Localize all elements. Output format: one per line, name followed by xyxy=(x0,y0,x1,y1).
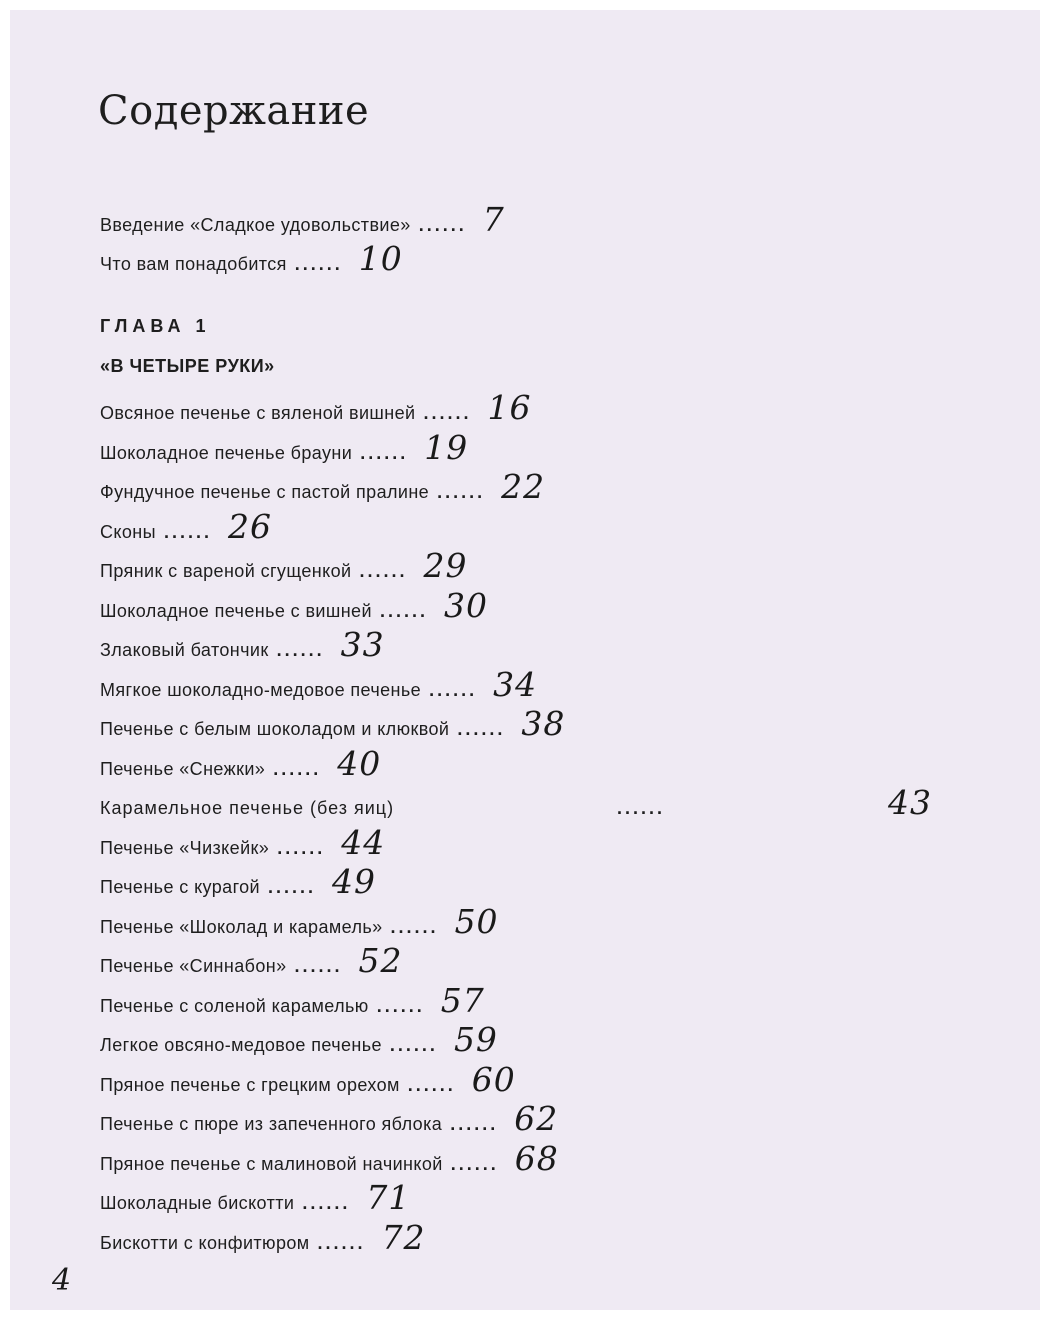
toc-entry xyxy=(100,467,545,507)
toc-dot-leader: ...... xyxy=(450,1154,499,1174)
toc-entry-label: Пряник с вареной сгущенкой xyxy=(100,561,352,581)
toc-entry-label: Печенье «Шоколад и карамель» xyxy=(100,917,383,937)
toc-dot-leader: ...... xyxy=(390,917,439,937)
toc-entry-label: Шоколадное печенье с вишней xyxy=(100,601,372,621)
toc-page-number: 7 xyxy=(482,200,505,239)
toc-page-number: 34 xyxy=(493,665,538,704)
toc-entry-label: Что вам понадобится xyxy=(100,254,287,274)
toc-entry-label: Печенье с белым шоколадом и клюквой xyxy=(100,719,450,739)
toc-dot-leader: ...... xyxy=(389,1035,438,1055)
toc-dot-leader: ...... xyxy=(294,254,343,274)
toc-dot-leader: ...... xyxy=(277,838,326,858)
toc-entry xyxy=(100,546,467,586)
toc-entry xyxy=(100,783,932,823)
toc-entry-label: Легкое овсяно-медовое печенье xyxy=(100,1035,382,1055)
toc-entry-label: Пряное печенье с грецким орехом xyxy=(100,1075,400,1095)
toc-entry-label: Печенье «Синнабон» xyxy=(100,956,287,976)
toc-dot-leader: ...... xyxy=(360,443,409,463)
toc-entry-label: Печенье «Снежки» xyxy=(100,759,266,779)
toc-dot-leader: ...... xyxy=(437,482,486,502)
toc-entry-label: Фундучное печенье с пастой пралине xyxy=(100,482,430,502)
toc-page-number: 62 xyxy=(514,1099,559,1138)
toc-page-number: 59 xyxy=(453,1020,498,1059)
toc-entry xyxy=(100,1099,558,1139)
toc-dot-leader: ...... xyxy=(423,403,472,423)
toc-page-number: 60 xyxy=(471,1060,516,1099)
toc-page-number: 43 xyxy=(888,783,932,822)
toc-page-number: 33 xyxy=(340,625,385,664)
toc-entry-label: Печенье «Чизкейк» xyxy=(100,838,270,858)
toc-entry-label: Печенье с курагой xyxy=(100,877,261,897)
toc-entry xyxy=(100,744,381,784)
toc-entry-label: Шоколадное печенье брауни xyxy=(100,443,353,463)
toc-entry xyxy=(100,507,272,547)
toc-page-number: 57 xyxy=(440,981,485,1020)
toc-page-number: 49 xyxy=(332,862,377,901)
toc-dot-leader: ...... xyxy=(617,798,666,818)
toc-entry-label: Мягкое шоколадно-медовое печенье xyxy=(100,680,422,700)
toc-entry xyxy=(100,388,531,428)
toc-dot-leader: ...... xyxy=(407,1075,456,1095)
chapter-label: ГЛАВА 1 xyxy=(100,316,211,336)
toc-entry xyxy=(100,981,485,1021)
toc-entry xyxy=(100,1178,410,1218)
toc-page-number: 10 xyxy=(358,239,403,278)
toc-dot-leader: ...... xyxy=(379,601,428,621)
toc-entry-label: Шоколадные бискотти xyxy=(100,1193,295,1213)
toc-dot-leader: ...... xyxy=(429,680,478,700)
toc-entry-label: Бискотти с конфитюром xyxy=(100,1233,310,1253)
toc-page-number: 22 xyxy=(501,467,546,506)
toc-page-number: 71 xyxy=(366,1178,411,1217)
toc-page-number: 19 xyxy=(424,428,469,467)
toc-page-number: 40 xyxy=(337,744,382,783)
toc-entry xyxy=(100,586,488,626)
toc-entry-label: Печенье с пюре из запеченного яблока xyxy=(100,1114,443,1134)
toc-page-number: 38 xyxy=(521,704,566,743)
toc-entry xyxy=(100,1060,516,1100)
toc-entry-label: Овсяное печенье с вяленой вишней xyxy=(100,403,416,423)
toc-entry-intro xyxy=(100,200,505,240)
toc-entry xyxy=(100,704,565,744)
toc-page-number: 29 xyxy=(423,546,468,585)
toc-dot-leader: ...... xyxy=(418,215,467,235)
toc-entry xyxy=(100,1139,559,1179)
toc-dot-leader: ...... xyxy=(276,640,325,660)
toc-entry xyxy=(100,941,403,981)
toc-entry-label: Злаковый батончик xyxy=(100,640,269,660)
toc-dot-leader: ...... xyxy=(163,522,212,542)
chapter-title: «В ЧЕТЫРЕ РУКИ» xyxy=(100,356,275,376)
toc-entry-label: Карамельное печенье (без яиц) xyxy=(100,798,395,818)
toc-dot-leader: ...... xyxy=(268,877,317,897)
toc-dot-leader: ...... xyxy=(359,561,408,581)
toc-entry-label: Пряное печенье с малиновой начинкой xyxy=(100,1154,443,1174)
book-page-number: 4 xyxy=(52,1263,72,1298)
toc-page-number: 68 xyxy=(514,1139,559,1178)
toc-dot-leader: ...... xyxy=(450,1114,499,1134)
book-page xyxy=(10,10,1040,1310)
toc-entry-label: Введение «Сладкое удовольствие» xyxy=(100,215,411,235)
toc-entry-requirements xyxy=(100,239,403,279)
toc-dot-leader: ...... xyxy=(302,1193,351,1213)
toc-entry xyxy=(100,862,376,902)
toc-entry xyxy=(100,428,468,468)
toc-entry-label: Печенье с соленой карамелью xyxy=(100,996,369,1016)
toc-page-number: 30 xyxy=(443,586,488,625)
toc-page-number: 16 xyxy=(487,388,532,427)
page-title: Содержание xyxy=(98,88,370,134)
toc-dot-leader: ...... xyxy=(317,1233,366,1253)
toc-entry xyxy=(100,823,385,863)
toc-entry xyxy=(100,665,537,705)
toc-page-number: 50 xyxy=(454,902,499,941)
toc-page-number: 26 xyxy=(227,507,272,546)
toc-page-number: 44 xyxy=(341,823,386,862)
toc-entry xyxy=(100,1218,426,1258)
toc-dot-leader: ...... xyxy=(273,759,322,779)
toc-page-number: 52 xyxy=(358,941,403,980)
toc-entry xyxy=(100,625,385,665)
toc-entry xyxy=(100,1020,498,1060)
toc-dot-leader: ...... xyxy=(457,719,506,739)
toc-entry xyxy=(100,902,499,942)
toc-dot-leader: ...... xyxy=(376,996,425,1016)
toc-entry-label: Сконы xyxy=(100,522,156,542)
toc-page-number: 72 xyxy=(381,1218,426,1257)
toc-dot-leader: ...... xyxy=(294,956,343,976)
